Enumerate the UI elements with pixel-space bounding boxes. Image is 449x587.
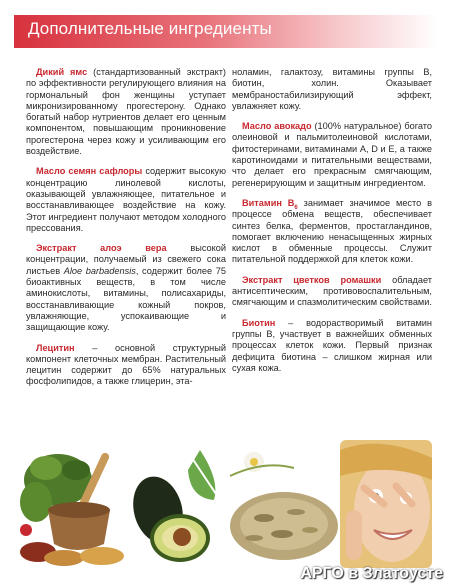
term-lecithin: Лецитин (36, 342, 75, 353)
seeds-image (224, 440, 338, 568)
text-avocado: (100% натуральное) богато олеиновой и пальмитолеиновой кислотами, фитостеринами, витаминами A, D и E, а также каротиноидами и питательными веществами, что делает его прекрасным смягчающим, регенерирующим и защитным ингредиентом. (232, 121, 432, 188)
paragraph-chamomile (232, 275, 432, 309)
text-biotin: – водорастворимый витамин группы B, участвует в важнейших обменных процессах клеток кожи. Первый признак дефицита биотина – слишком жирная или сухая кожа. (232, 317, 432, 373)
paragraph-lecithin (26, 343, 226, 388)
term-biotin: Биотин (242, 317, 276, 328)
paragraph-vitamin-b6 (232, 198, 432, 266)
left-column (26, 67, 226, 397)
text-vitamin-b6: занимает значимое место в процессе обмена веществ, обеспечивает синтез белка, ферментов, простагландинов, помогает включению ненасыщенных жирных кислот в обменные процессы. Служит питательной поддержкой для клеток кожи. (232, 197, 432, 265)
term-safflower: Масло семян сафлоры (36, 166, 143, 177)
page-title: Дополнительные ингредиенты (28, 19, 272, 38)
text-safflower: содержит высокую концентрацию линолевой кислоты, оказывающей увлажняющее, питательное и восстанавливающее воздействие на кожу. Этот ингредиент получают методом холодного прессования. (26, 166, 226, 233)
text-chamomile: обладает антисептическим, противовоспалительным, смягчающим и спазмолитическим свойствами. (232, 274, 432, 308)
term-chamomile: Экстракт цветков ромашки (242, 274, 382, 285)
smiling-face-image (340, 440, 432, 568)
text-lecithin: – основной структурный компонент клеточных мембран. Растительный лецитин содержит до 65% натуральных фосфолипидов, а также глицерин, эта- (26, 342, 226, 387)
text-lecithin-cont: ноламин, галактозу, витамины группы B, биотин, холин. Оказывает мембраностабилизирующий эффект, увлажняет кожу. (232, 67, 432, 111)
paragraph-lecithin-cont (232, 67, 432, 112)
term-vitamin-b6-label: Витамин B (242, 197, 295, 208)
text-aloe-latin: Aloe barbadensis (63, 265, 136, 276)
ingredient-photos (18, 440, 432, 568)
avocado-image (130, 440, 224, 568)
text-aloe-2: , содержит более 75 биоактивных веществ, в том числе аминокислоты, витамины, полисахариды, восстанавливающие кожный покров, увлажняющие, успокаивающие и защищающие кожу. (26, 265, 227, 333)
paragraph-safflower (26, 166, 226, 234)
term-avocado: Масло авокадо (242, 121, 312, 132)
paragraph-wild-yam (26, 67, 226, 157)
term-aloe: Экстракт алоэ вера (36, 243, 167, 254)
paragraph-biotin (232, 318, 432, 374)
text-wild-yam: (стандартизованный экстракт) по эффективности регулирующего влияния на гормональный фон женщины уступает микронизированному прогестерону. Однако богатый набор нутриентов делает его ценным компонентом, повышающим проникновение прогестерона через кожу и усиливающим его воздействие. (26, 67, 226, 157)
right-column (232, 67, 432, 383)
term-vitamin-b6 (242, 197, 298, 211)
text-aloe-1: высокой концентрации, получаемый из свежего сока листьев (26, 243, 226, 276)
paragraph-aloe (26, 243, 226, 333)
watermark-text: АРГО в Златоусте (300, 565, 443, 582)
paragraph-avocado (232, 121, 432, 189)
page-header (14, 15, 438, 48)
herbs-mortar-image (18, 440, 130, 568)
term-vitamin-b6-sub: 6 (294, 204, 298, 211)
term-wild-yam: Дикий ямс (36, 67, 88, 77)
